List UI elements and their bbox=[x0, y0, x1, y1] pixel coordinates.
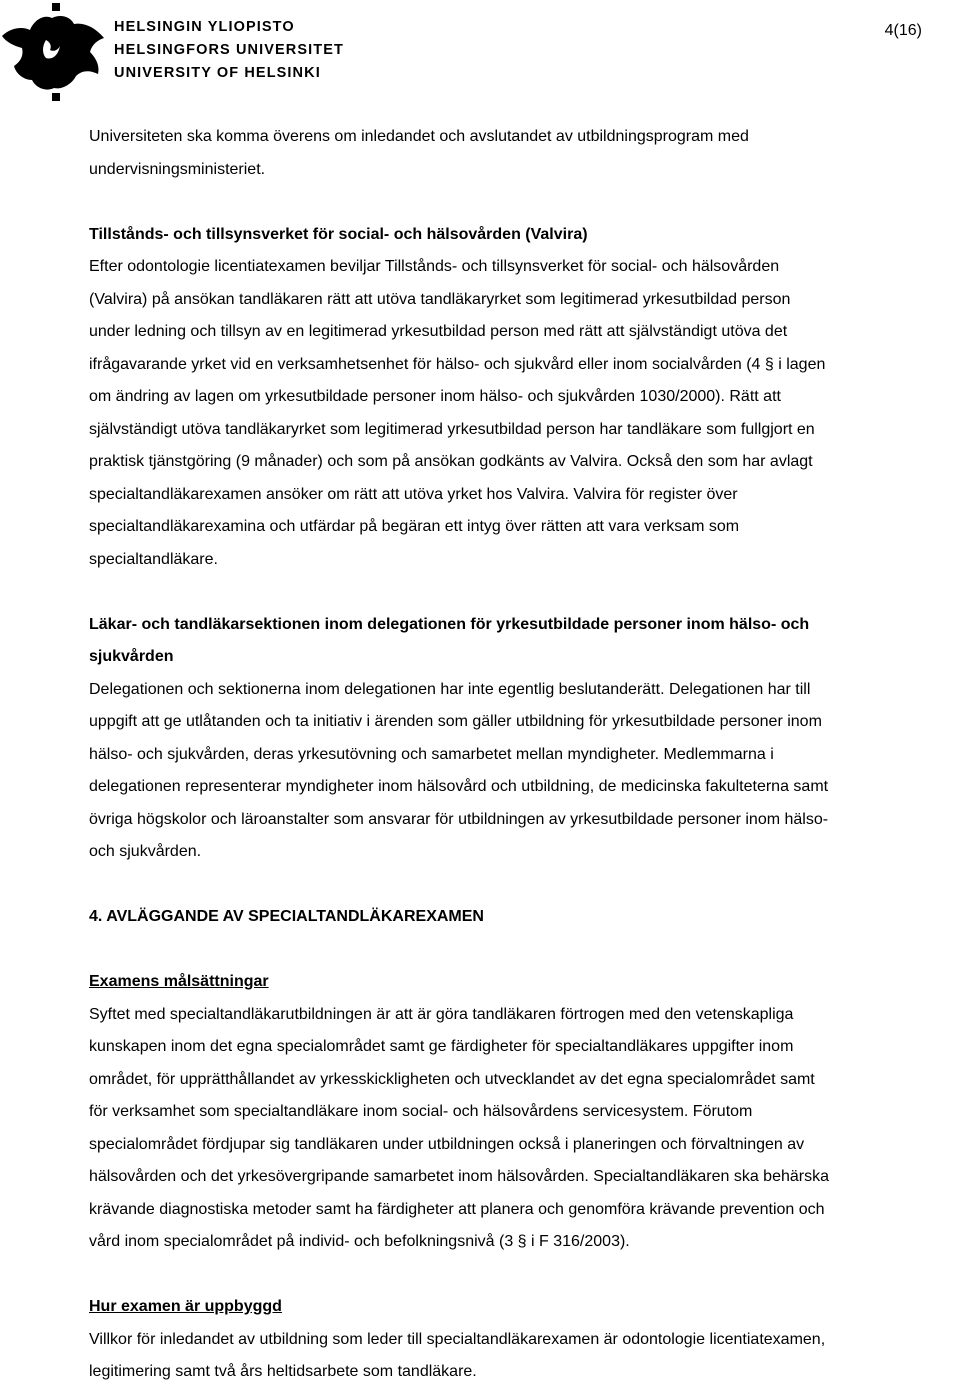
paragraph-line: praktisk tjänstgöring (9 månader) och som på ansökan godkänts av Valvira. Också den som har avlagt bbox=[89, 453, 813, 470]
university-name-sv: HELSINGFORS UNIVERSITET bbox=[114, 42, 344, 58]
paragraph-line: under ledning och tillsyn av en legitimerad yrkesutbildad person med rätt att självständigt utöva det bbox=[89, 323, 788, 340]
paragraph-line: för verksamhet som specialtandläkare inom social- och hälsovårdens servicesystem. Förutom bbox=[89, 1103, 753, 1120]
paragraph-line: specialtandläkarexamina och utfärdar på begäran ett intyg över rätten att vara verksam som bbox=[89, 518, 740, 535]
paragraph-line: specialtandläkarexamen ansöker om rätt att utöva yrket hos Valvira. Valvira för register över bbox=[89, 485, 738, 503]
paragraph-line: Efter odontologie licentiatexamen beviljar Tillstånds- och tillsynsverket för social- och hälsovården bbox=[89, 258, 780, 275]
page-number: 4(16) bbox=[884, 22, 922, 39]
intro-line: Universiteten ska komma överens om inledandet och avslutandet av utbildningsprogram med bbox=[89, 128, 749, 145]
university-logo-icon bbox=[0, 0, 108, 104]
paragraph-line: området, för upprätthållandet av yrkesskickligheten och utvecklandet av det egna specialområdet samt bbox=[89, 1070, 815, 1088]
university-names bbox=[114, 16, 344, 85]
paragraph-line: självständigt utöva tandläkaryrket som legitimerad yrkesutbildad person har tandläkare som fullgjort en bbox=[89, 420, 815, 438]
valvira-heading: Tillstånds- och tillsynsverket för social- och hälsovården (Valvira) bbox=[89, 225, 588, 243]
paragraph-line: (Valvira) på ansökan tandläkaren rätt att utöva tandläkaryrket som legitimerad yrkesutbildad person bbox=[89, 290, 791, 308]
university-name-fi: HELSINGIN YLIOPISTO bbox=[114, 19, 295, 35]
paragraph-line: hälsovården och det yrkesövergripande samarbetet inom hälsovården. Specialtandläkaren ska behärska bbox=[89, 1168, 829, 1185]
paragraph-line: uppgift att ge utlåtanden och ta initiativ i ärenden som gäller utbildning för yrkesutbildade personer inom bbox=[89, 713, 822, 730]
paragraph-line: och sjukvården. bbox=[89, 843, 202, 860]
structure-heading: Hur examen är uppbyggd bbox=[89, 1298, 282, 1315]
paragraph-line: delegationen representerar myndigheter inom hälsovård och utbildning, de medicinska fakulteterna samt bbox=[89, 778, 829, 795]
paragraph-line: krävande diagnostiska metoder samt ha färdigheter att planera och genomföra krävande prevention och bbox=[89, 1200, 825, 1218]
paragraph-line: Delegationen och sektionerna inom delegationen har inte egentlig beslutanderätt. Delegationen har till bbox=[89, 680, 811, 698]
delegation-heading: Läkar- och tandläkarsektionen inom delegationen för yrkesutbildade personer inom hälso- och bbox=[89, 615, 810, 633]
section-heading: 4. AVLÄGGANDE AV SPECIALTANDLÄKAREXAMEN bbox=[89, 908, 484, 925]
paragraph-line: vård inom specialområdet på individ- och befolkningsnivå (3 § i F 316/2003). bbox=[89, 1233, 630, 1250]
paragraph-line: kunskapen inom det egna specialområdet samt ge färdigheter för specialtandläkares uppgifter inom bbox=[89, 1038, 794, 1055]
paragraph-line: övriga högskolor och läroanstalter som ansvarar för utbildningen av yrkesutbildade personer inom hälso- bbox=[89, 810, 829, 828]
paragraph-line: specialtandläkare. bbox=[89, 550, 218, 568]
intro-line: undervisningsministeriet. bbox=[89, 160, 266, 178]
page-header bbox=[0, 0, 960, 110]
paragraph-line: Villkor för inledandet av utbildning som leder till specialtandläkarexamen är odontologie licentiatexamen, bbox=[89, 1330, 826, 1348]
paragraph-line: legitimering samt två års heltidsarbete som tandläkare. bbox=[89, 1363, 477, 1380]
document-body bbox=[89, 121, 960, 1389]
university-name-en: UNIVERSITY OF HELSINKI bbox=[114, 65, 321, 81]
paragraph-line: om ändring av lagen om yrkesutbildade personer inom hälso- och sjukvården 1030/2000). Rätt att bbox=[89, 388, 781, 405]
goals-heading: Examens målsättningar bbox=[89, 973, 269, 990]
paragraph-line: ifrågavarande yrket vid en verksamhetsenhet för hälso- och sjukvård eller inom socialvården (4 § i lagen bbox=[89, 355, 826, 373]
delegation-heading: sjukvården bbox=[89, 648, 174, 665]
paragraph-line: hälso- och sjukvården, deras yrkesutövning och samarbetet mellan myndigheter. Medlemmarna i bbox=[89, 745, 774, 763]
paragraph-line: specialområdet fördjupar sig tandläkaren under utbildningen också i planeringen och förvaltningen av bbox=[89, 1135, 805, 1153]
paragraph-line: Syftet med specialtandläkarutbildningen är att är göra tandläkaren förtrogen med den vetenskapliga bbox=[89, 1005, 794, 1023]
